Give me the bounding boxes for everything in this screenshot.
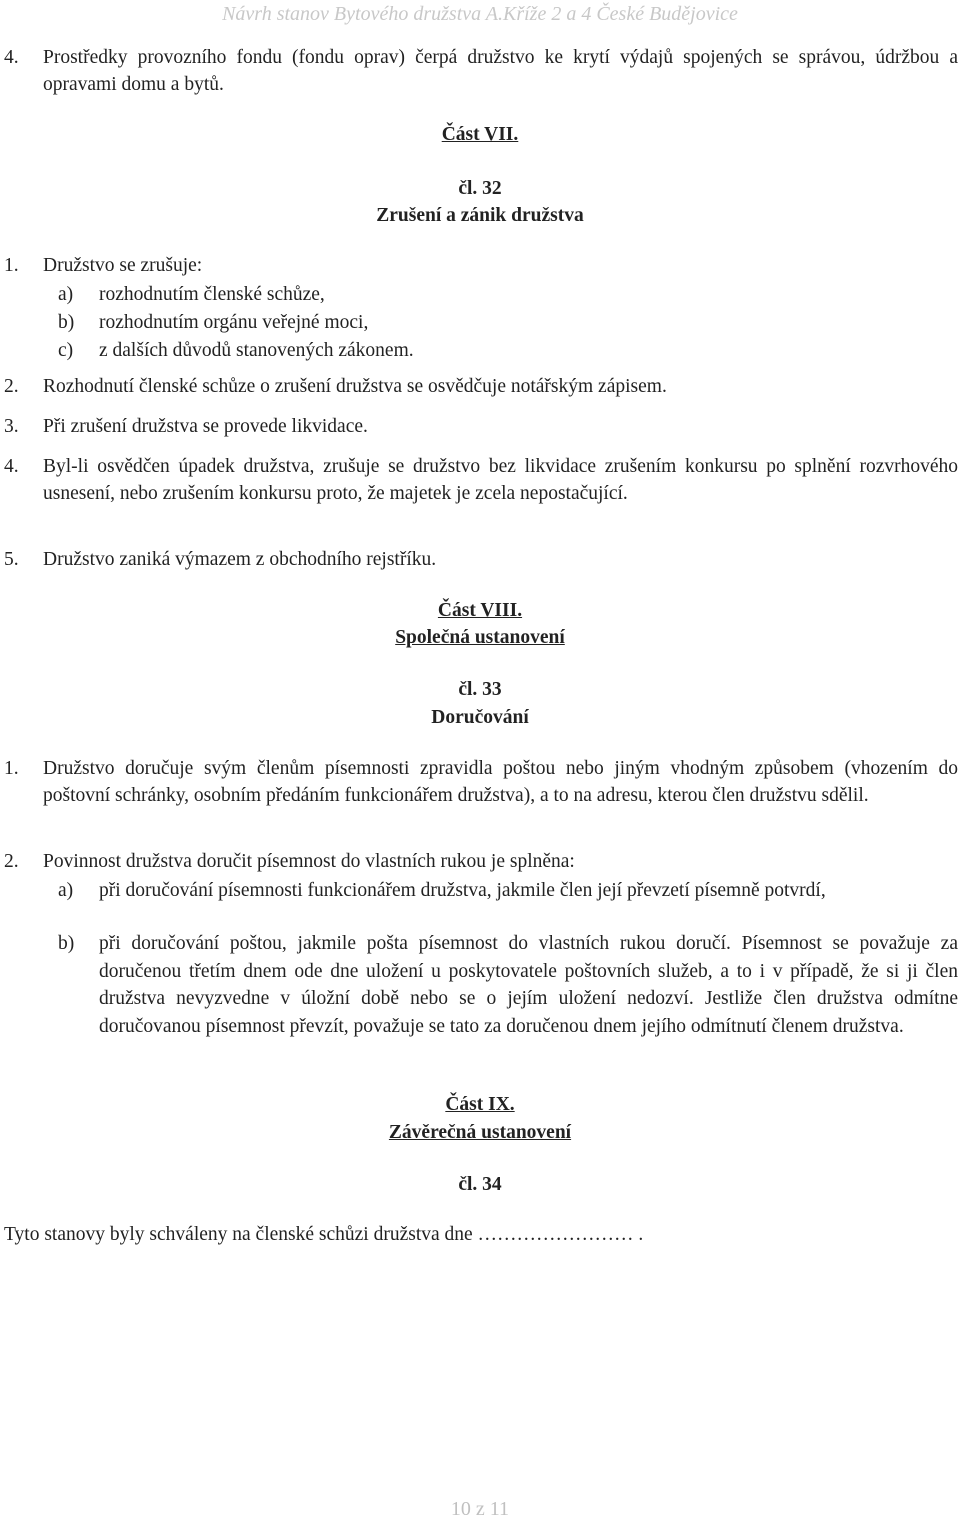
- part-7-title: Část VII.: [441, 124, 519, 145]
- art33-p1-number: 1.: [4, 758, 19, 779]
- part-8-title: Část VIII.: [437, 600, 523, 621]
- page-number: 10 z 11: [450, 1498, 510, 1520]
- art32-p1-item-a-label: a): [58, 284, 74, 305]
- article-32-number: čl. 32: [458, 178, 502, 199]
- art32-p3-number: 3.: [4, 416, 19, 437]
- art33-p2-item-b-label: b): [58, 933, 75, 954]
- art32-p1-item-c: z dalších důvodů stanovených zákonem.: [99, 340, 414, 361]
- art32-p1-item-c-label: c): [58, 340, 74, 361]
- part-9-subtitle: Závěrečná ustanovení: [388, 1122, 572, 1143]
- art32-p1-item-b-label: b): [58, 312, 75, 333]
- art33-p1-text: Družstvo doručuje svým členům písemnosti zpravidla poštou nebo jiným vhodným způsobem (vhozením do poštovní schránky, osobním předáním funkcionářem družstva), a to na adresu, kterou člen družstvu sdělil.: [43, 758, 958, 806]
- art33-p2-number: 2.: [4, 851, 19, 872]
- article-32-heading: Zrušení a zánik družstva: [376, 205, 584, 226]
- art32-p1-text: Družstvo se zrušuje:: [43, 255, 203, 276]
- art32-p1-item-b: rozhodnutím orgánu veřejné moci,: [99, 312, 369, 333]
- art32-p5-number: 5.: [4, 549, 19, 570]
- article-34-number: čl. 34: [458, 1174, 502, 1195]
- art32-p2-text: Rozhodnutí členské schůze o zrušení družstva se osvědčuje notářským zápisem.: [43, 376, 667, 397]
- art33-p2-item-a: při doručování písemnosti funkcionářem družstva, jakmile člen její převzetí písemně potvrdí,: [99, 880, 826, 901]
- art33-p2-item-a-label: a): [58, 880, 74, 901]
- art32-p1-item-a: rozhodnutím členské schůze,: [99, 284, 325, 305]
- article-33-number: čl. 33: [458, 679, 502, 700]
- part-9-title: Část IX.: [445, 1094, 515, 1115]
- art33-p2-item-b: při doručování poštou, jakmile pošta písemnost do vlastních rukou doručí. Písemnost se považuje za doručenou třetím dnem ode dne uložení u poskytovatele poštovních služeb, a to i v případě, že si ji člen družstva nevyzvedne v úložní době nebo se o jejím uložení nedozví. Jestliže člen družstva odmítne doručovanou písemnost převzít, považuje se tato za doručenou dnem jejího odmítnutí členem družstva.: [99, 933, 958, 1037]
- part-8-subtitle: Společná ustanovení: [395, 627, 565, 648]
- art32-p5-text: Družstvo zaniká výmazem z obchodního rejstříku.: [43, 549, 437, 570]
- art32-p2-number: 2.: [4, 376, 19, 397]
- art32-p1-number: 1.: [4, 255, 19, 276]
- art32-p4-number: 4.: [4, 456, 19, 477]
- document-header: Návrh stanov Bytového družstva A.Kříže 2 a 4 České Budějovice: [222, 3, 738, 25]
- intro-number: 4.: [4, 47, 19, 68]
- closing-statement: Tyto stanovy byly schváleny na členské schůzi družstva dne …………………… .: [4, 1224, 644, 1245]
- art32-p3-text: Při zrušení družstva se provede likvidace.: [43, 416, 368, 437]
- article-33-heading: Doručování: [431, 707, 529, 728]
- intro-paragraph: Prostředky provozního fondu (fondu oprav) čerpá družstvo ke krytí výdajů spojených se správou, údržbou a opravami domu a bytů.: [43, 47, 958, 95]
- art32-p4-text: Byl-li osvědčen úpadek družstva, zrušuje se družstvo bez likvidace zrušením konkursu po splnění rozvrhového usnesení, nebo zrušením konkursu proto, že majetek je zcela nepostačující.: [43, 456, 958, 504]
- art33-p2-text: Povinnost družstva doručit písemnost do vlastních rukou je splněna:: [43, 851, 575, 872]
